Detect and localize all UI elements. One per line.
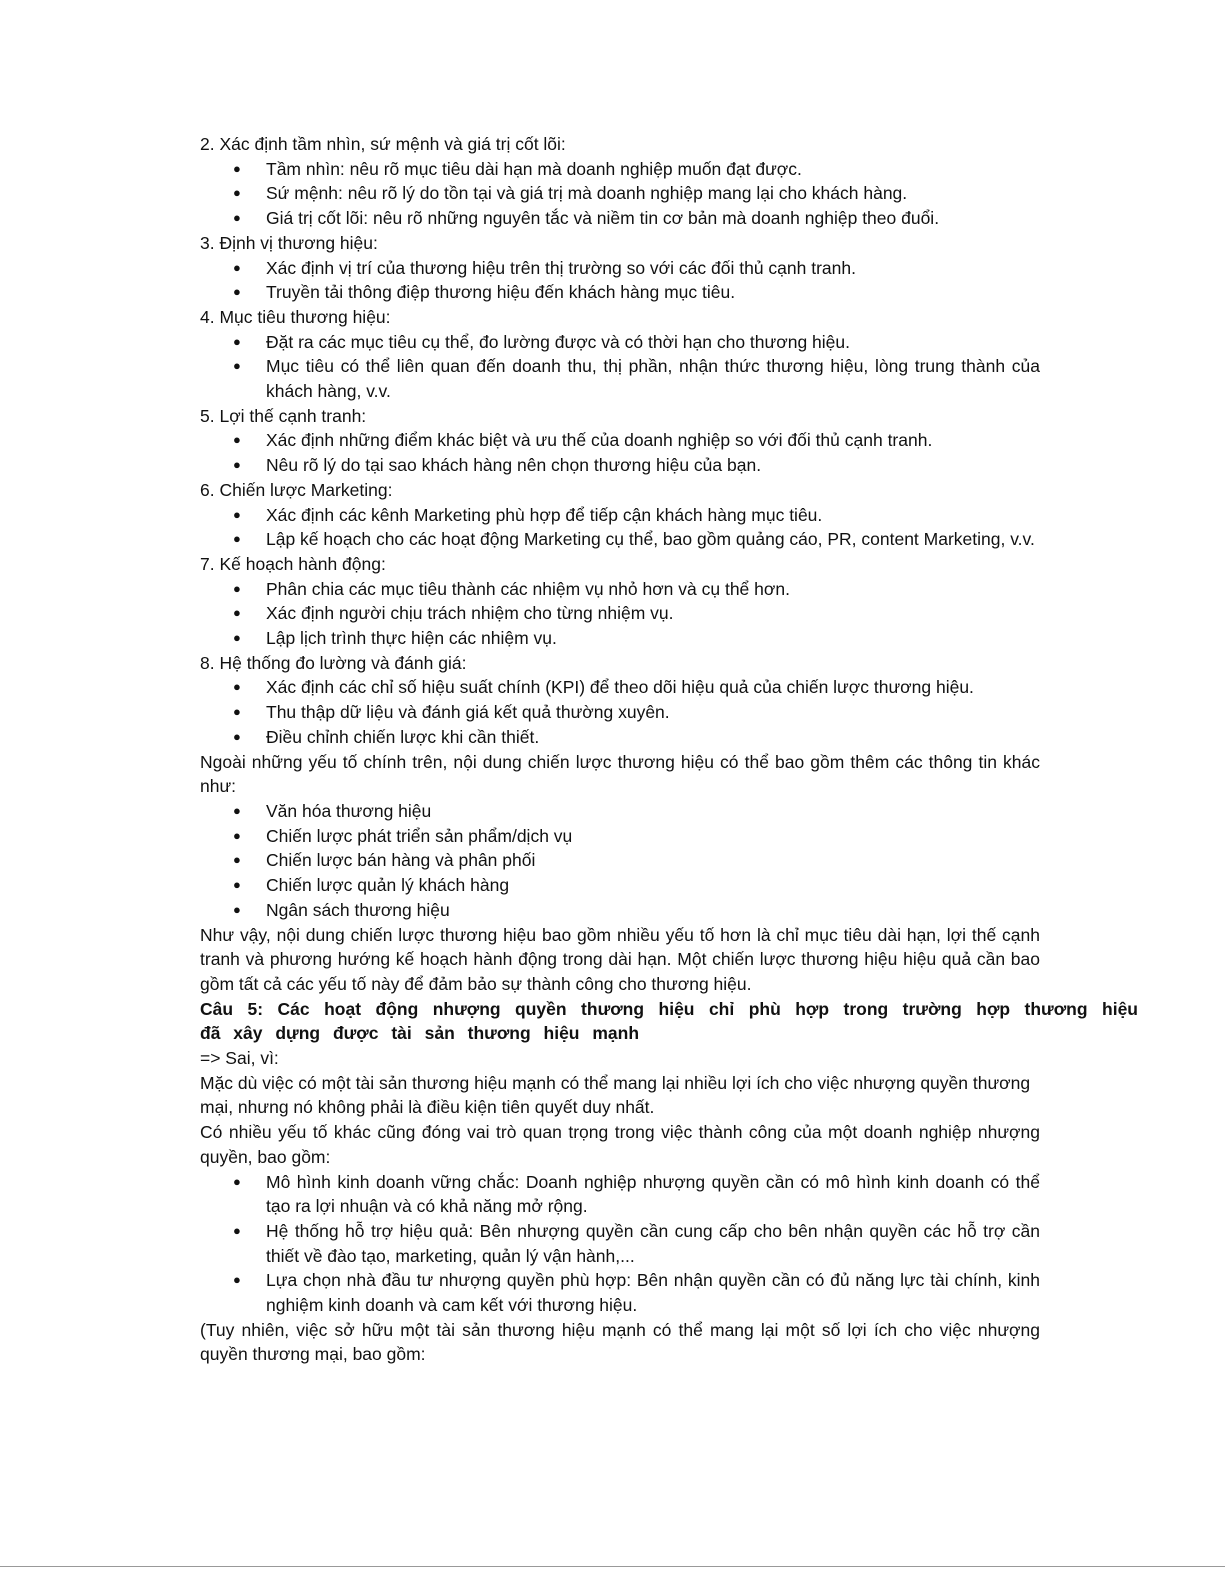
bullet-icon: ● — [233, 1222, 241, 1238]
list-item — [200, 1219, 1040, 1268]
list-item-text: Văn hóa thương hiệu — [266, 800, 432, 821]
list-item-text: Chiến lược bán hàng và phân phối — [266, 850, 536, 871]
bullet-icon: ● — [233, 531, 241, 547]
list-item-text: Lập kế hoạch cho các hoạt động Marketing cụ thể, bao gồm quảng cáo, PR, content Marketing, v.v. — [266, 529, 1035, 550]
list-item — [200, 354, 1040, 403]
section-bullet-list — [200, 675, 1040, 749]
section-bullet-list — [200, 577, 1040, 651]
list-item-text: Giá trị cốt lõi: nêu rõ những nguyên tắc và niềm tin cơ bản mà doanh nghiệp theo đuổi. — [266, 208, 940, 229]
list-item — [200, 873, 1040, 898]
list-item — [200, 428, 1040, 453]
list-item — [200, 330, 1040, 355]
bullet-icon: ● — [233, 630, 241, 646]
bullet-icon: ● — [233, 259, 241, 275]
bullet-icon: ● — [233, 679, 241, 695]
list-item-text: Mục tiêu có thể liên quan đến doanh thu, thị phần, nhận thức thương hiệu, lòng trung thành của khách hàng, v.v. — [266, 356, 1040, 402]
list-item-text: Xác định các chỉ số hiệu suất chính (KPI) để theo dõi hiệu quả của chiến lược thương hiệu. — [266, 677, 974, 698]
list-item — [200, 1170, 1040, 1219]
bullet-icon: ● — [233, 728, 241, 744]
list-item-text: Truyền tải thông điệp thương hiệu đến khách hàng mục tiêu. — [266, 282, 736, 303]
page-bottom-rule — [0, 1566, 1225, 1567]
question-5-paragraph-3: (Tuy nhiên, việc sở hữu một tài sản thương hiệu mạnh có thể mang lại một số lợi ích cho việc nhượng quyền thương mại, bao gồm: — [200, 1319, 1040, 1365]
section-heading: 7. Kế hoạch hành động: — [200, 553, 386, 574]
bullet-icon: ● — [233, 506, 241, 522]
list-item — [200, 675, 1040, 700]
strategy-sections — [200, 132, 1040, 750]
bullet-icon: ● — [233, 333, 241, 349]
list-item-text: Điều chỉnh chiến lược khi cần thiết. — [266, 726, 540, 747]
list-item-text: Thu thập dữ liệu và đánh giá kết quả thường xuyên. — [266, 702, 670, 723]
list-item-text: Hệ thống hỗ trợ hiệu quả: Bên nhượng quyền cần cung cấp cho bên nhận quyền các hỗ trợ cần thiết về đào tạo, marketing, quản lý vận hành,... — [266, 1220, 1040, 1266]
bullet-icon: ● — [233, 432, 241, 448]
list-item-text: Phân chia các mục tiêu thành các nhiệm vụ nhỏ hơn và cụ thể hơn. — [266, 578, 790, 599]
list-item — [200, 898, 1040, 923]
list-item-text: Xác định các kênh Marketing phù hợp để tiếp cận khách hàng mục tiêu. — [266, 504, 823, 525]
section-heading: 8. Hệ thống đo lường và đánh giá: — [200, 652, 467, 673]
bullet-icon: ● — [233, 877, 241, 893]
list-item — [200, 626, 1040, 651]
bullet-icon: ● — [233, 1272, 241, 1288]
bullet-icon: ● — [233, 802, 241, 818]
section-heading: 4. Mục tiêu thương hiệu: — [200, 306, 391, 327]
section-heading: 3. Định vị thương hiệu: — [200, 232, 378, 253]
list-item — [200, 206, 1040, 231]
question-5-title-line-2: đã xây dựng được tài sản thương hiệu mạnh — [200, 1023, 640, 1044]
list-item — [200, 601, 1040, 626]
bullet-icon: ● — [233, 605, 241, 621]
list-item — [200, 157, 1040, 182]
list-item — [200, 848, 1040, 873]
list-item — [200, 577, 1040, 602]
question-5-answer: => Sai, vì: — [200, 1048, 279, 1069]
bullet-icon: ● — [233, 457, 241, 473]
section-bullet-list — [200, 157, 1040, 231]
list-item — [200, 824, 1040, 849]
list-item — [200, 527, 1040, 552]
bullet-icon: ● — [233, 210, 241, 226]
list-item-text: Sứ mệnh: nêu rõ lý do tồn tại và giá trị mà doanh nghiệp mang lại cho khách hàng. — [266, 183, 908, 204]
list-item-text: Lựa chọn nhà đầu tư nhượng quyền phù hợp: Bên nhận quyền cần có đủ năng lực tài chính, kinh nghiệm kinh doanh và cam kết với thương hiệu. — [266, 1270, 1040, 1316]
section-bullet-list — [200, 428, 1040, 477]
list-item-text: Xác định người chịu trách nhiệm cho từng nhiệm vụ. — [266, 603, 674, 624]
section-heading: 5. Lợi thế cạnh tranh: — [200, 405, 367, 426]
extra-bullet-list — [200, 799, 1040, 923]
list-item — [200, 799, 1040, 824]
list-item — [200, 181, 1040, 206]
extra-intro: Ngoài những yếu tố chính trên, nội dung chiến lược thương hiệu có thể bao gồm thêm các thông tin khác như: — [200, 751, 1040, 797]
question-5-paragraph-2: Có nhiều yếu tố khác cũng đóng vai trò quan trọng trong việc thành công của một doanh nghiệp nhượng quyền, bao gồm: — [200, 1122, 1040, 1167]
list-item — [200, 503, 1040, 528]
bullet-icon: ● — [233, 358, 241, 374]
list-item-text: Chiến lược quản lý khách hàng — [266, 875, 510, 896]
list-item-text: Mô hình kinh doanh vững chắc: Doanh nghiệp nhượng quyền cần có mô hình kinh doanh có thể tạo ra lợi nhuận và có khả năng mở rộng. — [266, 1171, 1040, 1217]
bullet-icon: ● — [233, 185, 241, 201]
list-item-text: Xác định những điểm khác biệt và ưu thế của doanh nghiệp so với đối thủ cạnh tranh. — [266, 430, 933, 451]
document-page — [200, 132, 1138, 1367]
section-bullet-list — [200, 330, 1040, 404]
list-item-text: Tầm nhìn: nêu rõ mục tiêu dài hạn mà doanh nghiệp muốn đạt được. — [266, 158, 802, 179]
list-item — [200, 700, 1040, 725]
bullet-icon: ● — [233, 901, 241, 917]
list-item-text: Lập lịch trình thực hiện các nhiệm vụ. — [266, 628, 557, 649]
list-item — [200, 725, 1040, 750]
bullet-icon: ● — [233, 284, 241, 300]
bullet-icon: ● — [233, 852, 241, 868]
section-bullet-list — [200, 503, 1040, 552]
list-item-text: Ngân sách thương hiệu — [266, 899, 450, 920]
bullet-icon: ● — [233, 580, 241, 596]
question-5-paragraph-1: Mặc dù việc có một tài sản thương hiệu mạnh có thể mang lại nhiều lợi ích cho việc nhượng quyền thương mại, nhưng nó không phải là điều kiện tiên quyết duy nhất. — [200, 1072, 1031, 1118]
bullet-icon: ● — [233, 160, 241, 176]
list-item — [200, 256, 1040, 281]
list-item — [200, 1268, 1040, 1317]
bullet-icon: ● — [233, 827, 241, 843]
list-item-text: Nêu rõ lý do tại sao khách hàng nên chọn thương hiệu của bạn. — [266, 455, 762, 476]
list-item — [200, 453, 1040, 478]
list-item-text: Xác định vị trí của thương hiệu trên thị trường so với các đối thủ cạnh tranh. — [266, 257, 856, 278]
list-item — [200, 280, 1040, 305]
bullet-icon: ● — [233, 1173, 241, 1189]
list-item-text: Chiến lược phát triển sản phẩm/dịch vụ — [266, 825, 573, 846]
list-item-text: Đặt ra các mục tiêu cụ thể, đo lường được và có thời hạn cho thương hiệu. — [266, 331, 850, 352]
question-5-bullet-list — [200, 1170, 1040, 1318]
question-5-title-line-1: Câu 5: Các hoạt động nhượng quyền thương hiệu chỉ phù hợp trong trường hợp thương hiệu — [200, 998, 1138, 1019]
bullet-icon: ● — [233, 704, 241, 720]
section-heading: 6. Chiến lược Marketing: — [200, 479, 393, 500]
conclusion-paragraph: Như vậy, nội dung chiến lược thương hiệu bao gồm nhiều yếu tố hơn là chỉ mục tiêu dài hạn, lợi thế cạnh tranh và phương hướng kế hoạch hành động trong dài hạn. Một chiến lược thương hiệu hiệu quả cần bao gồm tất cả các yếu tố này để đảm bảo sự thành công cho thương hiệu. — [200, 924, 1040, 994]
section-heading: 2. Xác định tầm nhìn, sứ mệnh và giá trị cốt lõi: — [200, 134, 566, 154]
section-bullet-list — [200, 256, 1040, 305]
